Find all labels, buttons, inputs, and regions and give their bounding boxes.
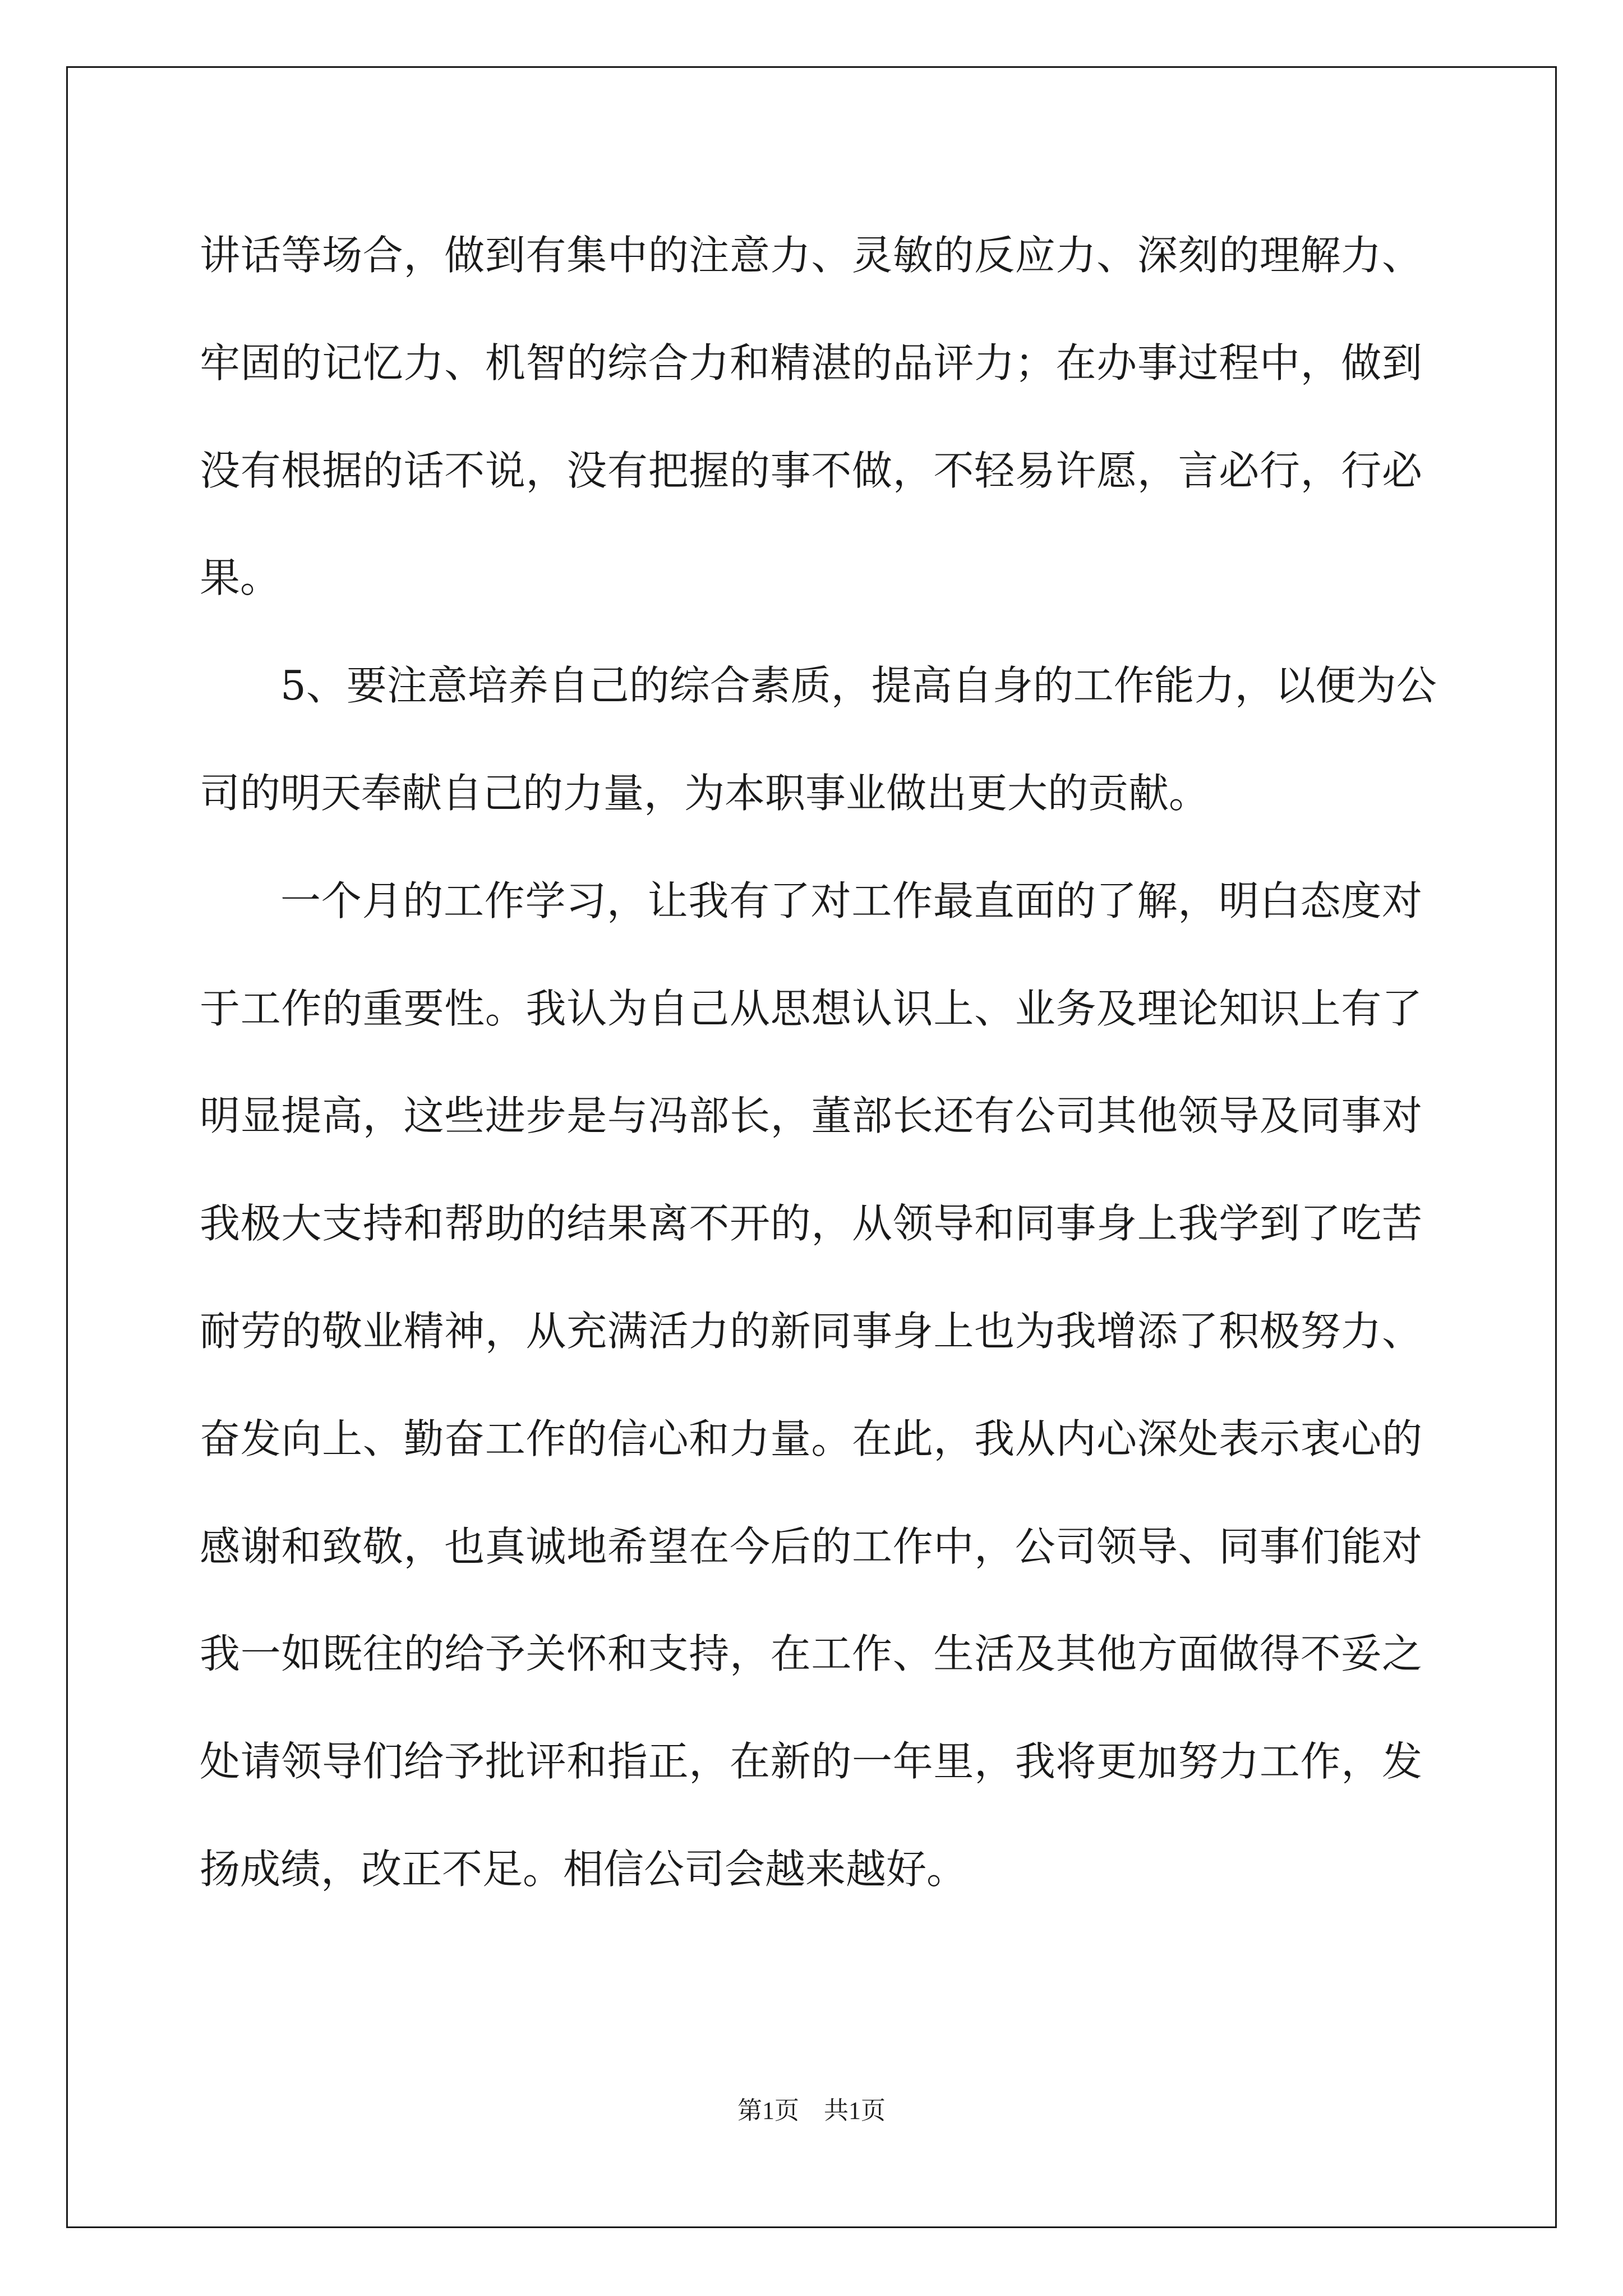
- text-line: 我极大支持和帮助的结果离不开的，从领导和同事身上我学到了吃苦: [200, 1200, 1422, 1248]
- text-line: 讲话等场合，做到有集中的注意力、灵敏的反应力、深刻的理解力、: [200, 232, 1422, 279]
- page-number-footer: 第1页 共1页: [737, 2097, 886, 2124]
- text-line: 5、要注意培养自己的综合素质，提高自身的工作能力，以便为公: [280, 662, 1437, 710]
- text-line: 于工作的重要性。我认为自己从思想认识上、业务及理论知识上有了: [200, 984, 1422, 1032]
- text-line: 处请领导们给予批评和指正，在新的一年里，我将更加努力工作，发: [200, 1738, 1422, 1786]
- text-line: 奋发向上、勤奋工作的信心和力量。在此，我从内心深处表示衷心的: [200, 1415, 1422, 1462]
- text-line: 我一如既往的给予关怀和支持，在工作、生活及其他方面做得不妥之: [200, 1630, 1422, 1678]
- text-line: 明显提高，这些进步是与冯部长，董部长还有公司其他领导及同事对: [200, 1092, 1422, 1140]
- text-line: 果。: [200, 554, 281, 602]
- text-line: 感谢和致敬，也真诚地希望在今后的工作中，公司领导、同事们能对: [200, 1522, 1422, 1570]
- text-line: 耐劳的敬业精神，从充满活力的新同事身上也为我增添了积极努力、: [200, 1307, 1422, 1355]
- text-line: 牢固的记忆力、机智的综合力和精湛的品评力；在办事过程中，做到: [200, 339, 1422, 386]
- text-line: 一个月的工作学习，让我有了对工作最直面的了解，明白态度对: [280, 877, 1422, 924]
- text-line: 司的明天奉献自己的力量，为本职事业做出更大的贡献。: [200, 769, 1210, 817]
- text-line: 扬成绩，改正不足。相信公司会越来越好。: [200, 1845, 967, 1893]
- document-body: [200, 202, 1437, 1924]
- text-line: 没有根据的话不说，没有把握的事不做，不轻易许愿，言必行，行必: [200, 447, 1422, 494]
